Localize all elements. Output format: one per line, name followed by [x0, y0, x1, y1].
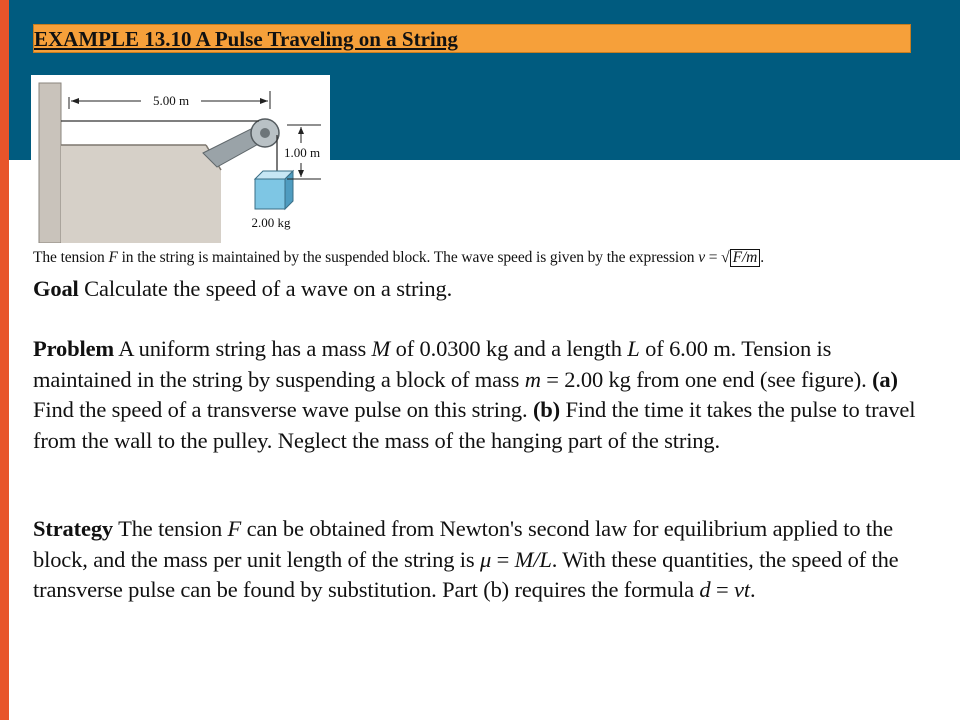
wall	[39, 83, 61, 243]
table	[61, 145, 221, 243]
strategy-label: Strategy	[33, 516, 114, 541]
figure-caption: The tension F in the string is maintained by the suspended block. The wave speed is given by the expression v = √ F/m .	[33, 249, 765, 266]
problem-paragraph: Problem A uniform string has a mass M of 0.0300 kg and a length L of 6.00 m. Tension is maintained in the string by suspending a block of mass m = 2.00 kg from one end (see figure). (a) Find the speed of a transverse wave pulse on this string. (b) Find the time it takes the pulse to travel from the wall to the pulley. Neglect the mass of the hanging part of the string.	[33, 336, 916, 453]
strategy-paragraph: Strategy The tension F can be obtained from Newton's second law for equilibrium applied to the block, and the mass per unit length of the string is μ = M/L. With these quantities, the speed of the transverse pulse can be found by substitution. Part (b) requires the formula d = vt.	[33, 516, 899, 602]
slide-title: EXAMPLE 13.10 A Pulse Traveling on a String	[34, 27, 458, 51]
pulley-figure	[31, 75, 330, 243]
sqrt-expression: F/m	[730, 249, 761, 267]
horizontal-dimension-label: 5.00 m	[152, 93, 190, 108]
pulley-diagram	[31, 75, 330, 243]
block-mass-label: 2.00 kg	[251, 215, 291, 230]
vertical-dimension-label: 1.00 m	[283, 145, 321, 160]
goal-paragraph: Goal Calculate the speed of a wave on a string.	[33, 276, 453, 301]
left-accent-bar	[0, 0, 9, 720]
title-bar	[33, 24, 911, 53]
problem-label: Problem	[33, 336, 115, 361]
goal-label: Goal	[33, 276, 79, 301]
